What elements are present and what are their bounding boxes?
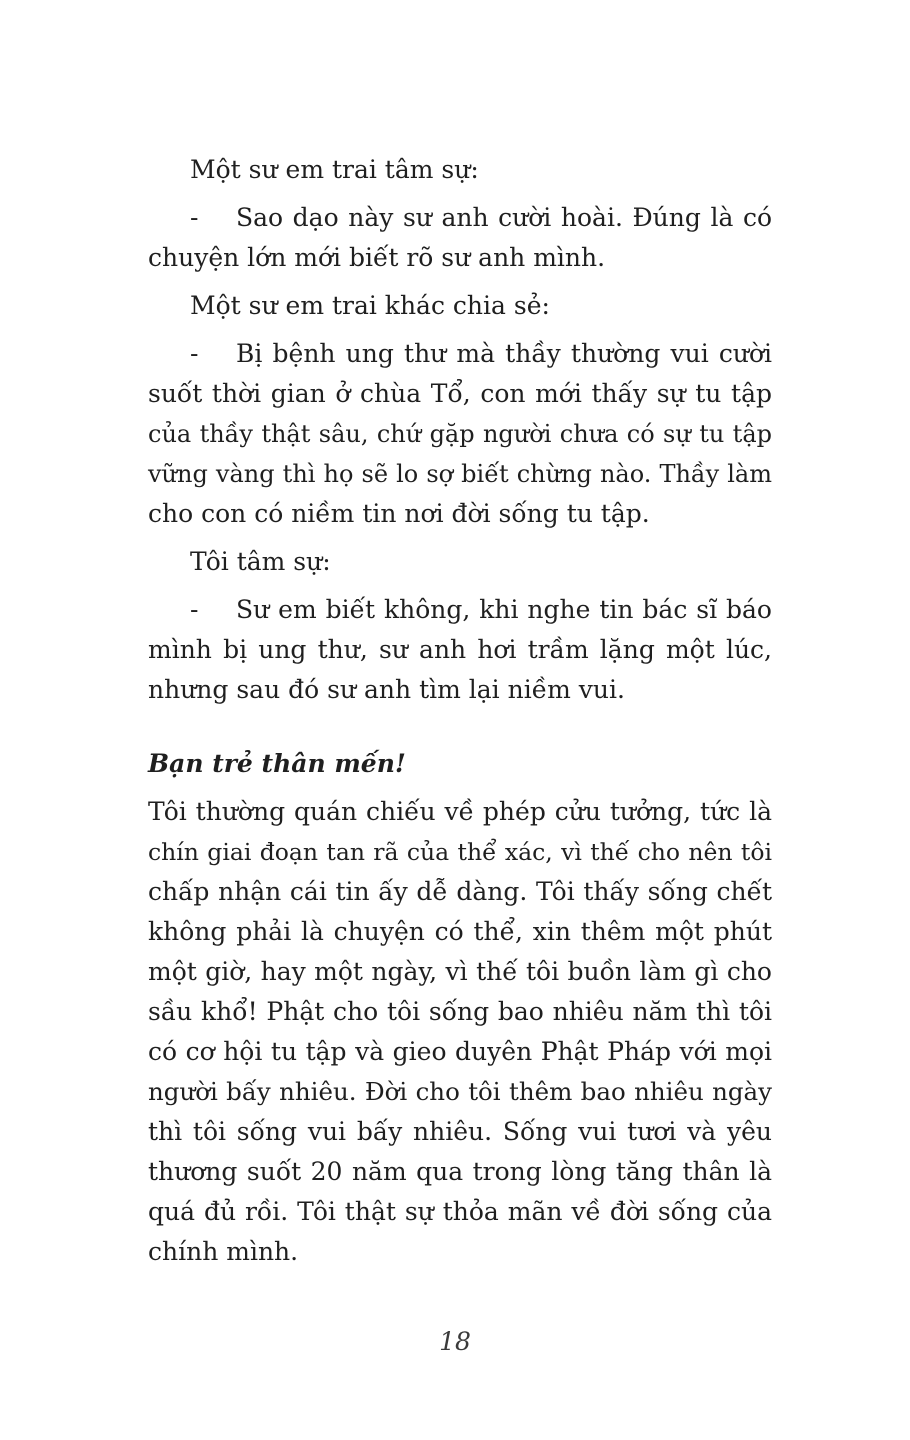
body-line: chính mình. <box>148 1237 299 1266</box>
dialogue-reply-2-line: vững vàng thì họ sẽ lo sợ biết chừng nào. Thầy làm <box>148 460 772 488</box>
body-line: thì tôi sống vui bấy nhiêu. Sống vui tươi và yêu <box>148 1117 772 1146</box>
body-line: thương suốt 20 năm qua trong lòng tăng thân là <box>148 1157 772 1186</box>
dash-mark: - <box>190 595 199 624</box>
dialogue-intro-2: Một sư em trai khác chia sẻ: <box>190 291 550 320</box>
body-line: quá đủ rồi. Tôi thật sự thỏa mãn về đời sống của <box>148 1197 772 1226</box>
dialogue-reply-1-line: chuyện lớn mới biết rõ sư anh mình. <box>148 243 606 272</box>
body-line: sầu khổ! Phật cho tôi sống bao nhiêu năm thì tôi <box>148 997 772 1026</box>
body-line: không phải là chuyện có thể, xin thêm một phút <box>148 917 772 946</box>
body-line: chấp nhận cái tin ấy dễ dàng. Tôi thấy sống chết <box>148 877 772 906</box>
dialogue-reply-1-line: - Sao dạo này sư anh cười hoài. Đúng là có <box>148 198 772 238</box>
dialogue-block <box>148 150 772 710</box>
dialogue-reply-3-line: mình bị ung thư, sư anh hơi trầm lặng một lúc, <box>148 635 772 664</box>
dialogue-reply-2-line: cho con có niềm tin nơi đời sống tu tập. <box>148 499 650 528</box>
body-line: chín giai đoạn tan rã của thể xác, vì thế cho nên tôi <box>148 838 772 866</box>
dialogue-reply-2-line: suốt thời gian ở chùa Tổ, con mới thấy sự tu tập <box>148 379 772 408</box>
body-line: Tôi thường quán chiếu về phép cửu tưởng, tức là <box>148 797 772 826</box>
dash-mark: - <box>190 203 199 232</box>
dash-mark: - <box>190 339 199 368</box>
dialogue-reply-3-line: nhưng sau đó sư anh tìm lại niềm vui. <box>148 675 625 704</box>
body-line: người bấy nhiêu. Đời cho tôi thêm bao nhiêu ngày <box>148 1077 772 1106</box>
body-line: một giờ, hay một ngày, vì thế tôi buồn làm gì cho <box>148 957 772 986</box>
dialogue-reply-2-line: - Bị bệnh ung thư mà thầy thường vui cười <box>148 334 772 374</box>
dialogue-intro-3: Tôi tâm sự: <box>190 547 331 576</box>
body-line: có cơ hội tu tập và gieo duyên Phật Pháp với mọi <box>148 1037 772 1066</box>
dialogue-intro-1: Một sư em trai tâm sự: <box>190 155 479 184</box>
dialogue-reply-2-line: của thầy thật sâu, chứ gặp người chưa có sự tu tập <box>148 420 772 448</box>
section-body <box>148 792 772 1272</box>
dialogue-reply-3-line: - Sư em biết không, khi nghe tin bác sĩ báo <box>148 590 772 630</box>
section-heading: Bạn trẻ thân mến! <box>148 749 406 778</box>
page-number: 18 <box>439 1327 471 1356</box>
